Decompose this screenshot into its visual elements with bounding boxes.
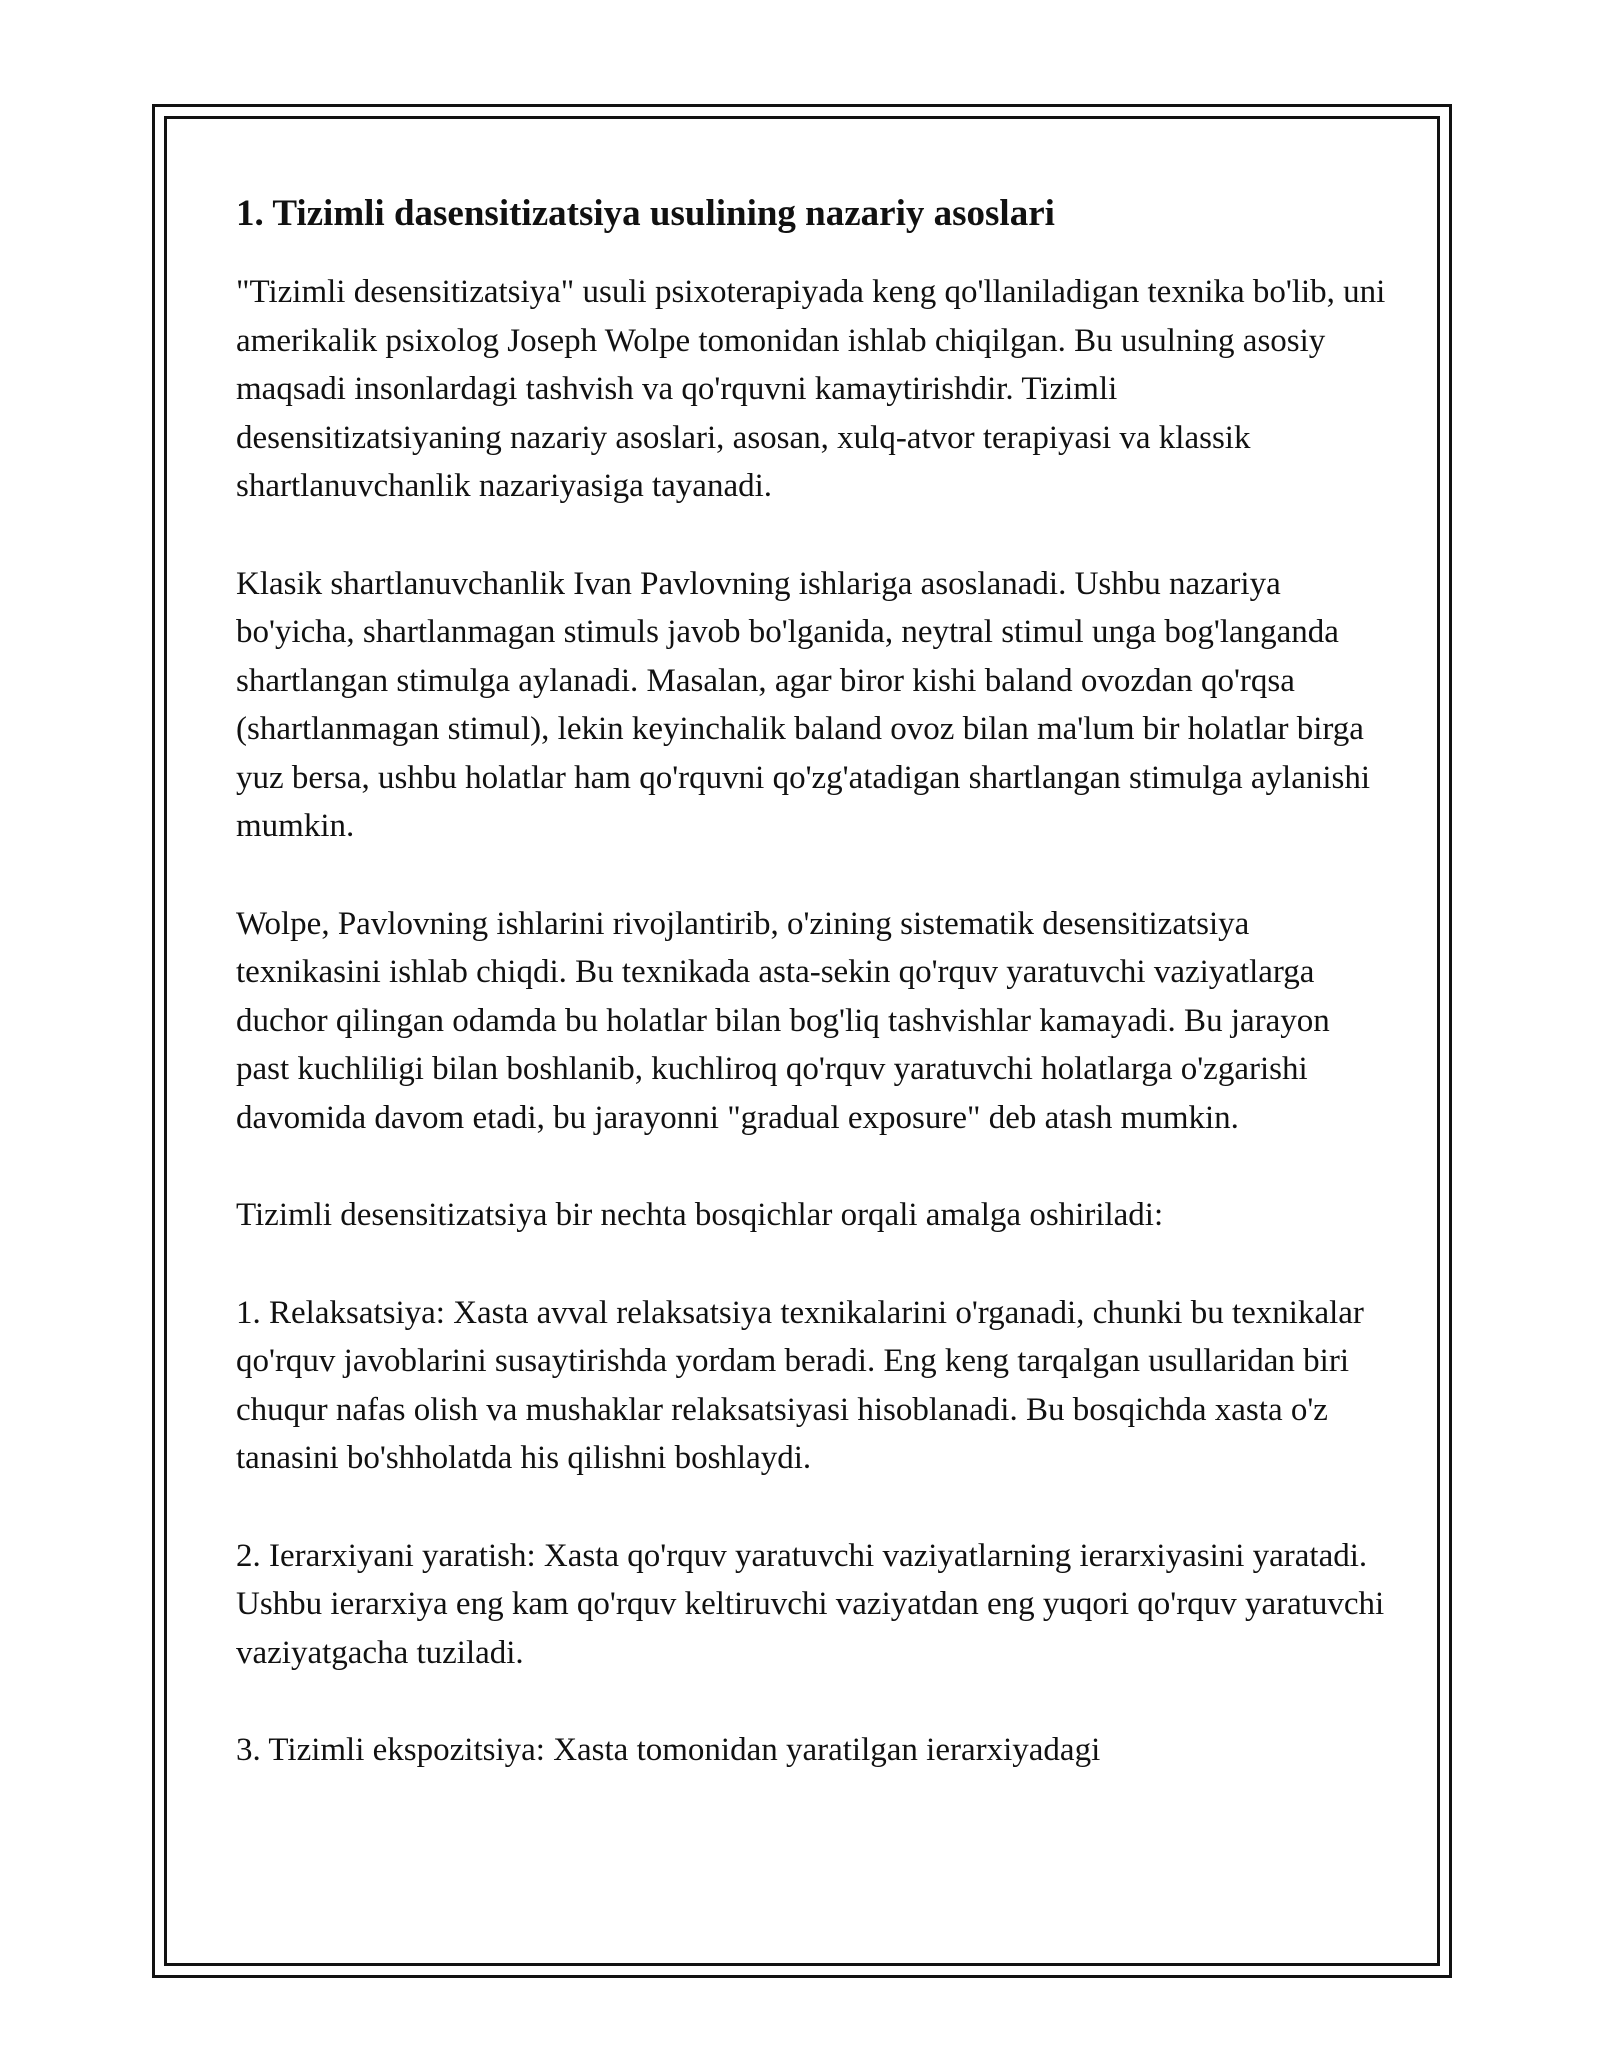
paragraph-classical-conditioning: Klasik shartlanuvchanlik Ivan Pavlovning ishlariga asoslanadi. Ushbu nazariya bo'yicha, shartlanmagan stimuls javob bo'lganida, neytral stimul unga bog'langanda shartlangan stimulga aylanadi. Masalan, agar biror kishi baland ovozdan qo'rqsa (shartlanmagan stimul), lekin keyinchalik baland ovoz bilan ma'lum bir holatlar birga yuz bersa, ushbu holatlar ham qo'rquvni qo'zg'atadigan shartlangan stimulga aylanishi mumkin. [236, 565, 1371, 844]
paragraph-stages-intro: Tizimli desensitizatsiya bir nechta bosqichlar orqali amalga oshiriladi: [236, 1197, 1164, 1233]
document-body [236, 190, 1386, 1824]
list-item-hierarchy: 2. Ierarxiyani yaratish: Xasta qo'rquv yaratuvchi vaziyatlarning ierarxiyasini yaratadi. Ushbu ierarxiya eng kam qo'rquv keltiruvchi vaziyatdan eng yuqori qo'rquv yaratuvchi vaziyatgacha tuziladi. [236, 1537, 1385, 1671]
list-item-exposure: 3. Tizimli ekspozitsiya: Xasta tomonidan yaratilgan ierarxiyadagi [236, 1732, 1101, 1768]
list-item-relaxation: 1. Relaksatsiya: Xasta avval relaksatsiya texnikalarini o'rganadi, chunki bu texnikalar qo'rquv javoblarini susaytirishda yordam beradi. Eng keng tarqalgan usullaridan biri chuqur nafas olish va mushaklar relaksatsiyasi hisoblanadi. Bu bosqichda xasta o'z tanasini bo'shholatda his qilishni boshlaydi. [236, 1294, 1364, 1476]
section-heading: 1. Tizimli dasensitizatsiya usulining nazariy asoslari [236, 193, 1055, 234]
paragraph-intro: "Tizimli desensitizatsiya" usuli psixoterapiyada keng qo'llaniladigan texnika bo'lib, uni amerikalik psixolog Joseph Wolpe tomonidan ishlab chiqilgan. Bu usulning asosiy maqsadi insonlardagi tashvish va qo'rquvni kamaytirishdir. Tizimli desensitizatsiyaning nazariy asoslari, asosan, xulq-atvor terapiyasi va klassik shartlanuvchanlik nazariyasiga tayanadi. [236, 274, 1386, 504]
paragraph-wolpe-technique: Wolpe, Pavlovning ishlarini rivojlantirib, o'zining sistematik desensitizatsiya texnikasini ishlab chiqdi. Bu texnikada asta-sekin qo'rquv yaratuvchi vaziyatlarga duchor qilingan odamda bu holatlar bilan bog'liq tashvishlar kamayadi. Bu jarayon past kuchliligi bilan boshlanib, kuchliroq qo'rquv yaratuvchi holatlarga o'zgarishi davomida davom etadi, bu jarayonni "gradual exposure" deb atash mumkin. [236, 905, 1330, 1136]
